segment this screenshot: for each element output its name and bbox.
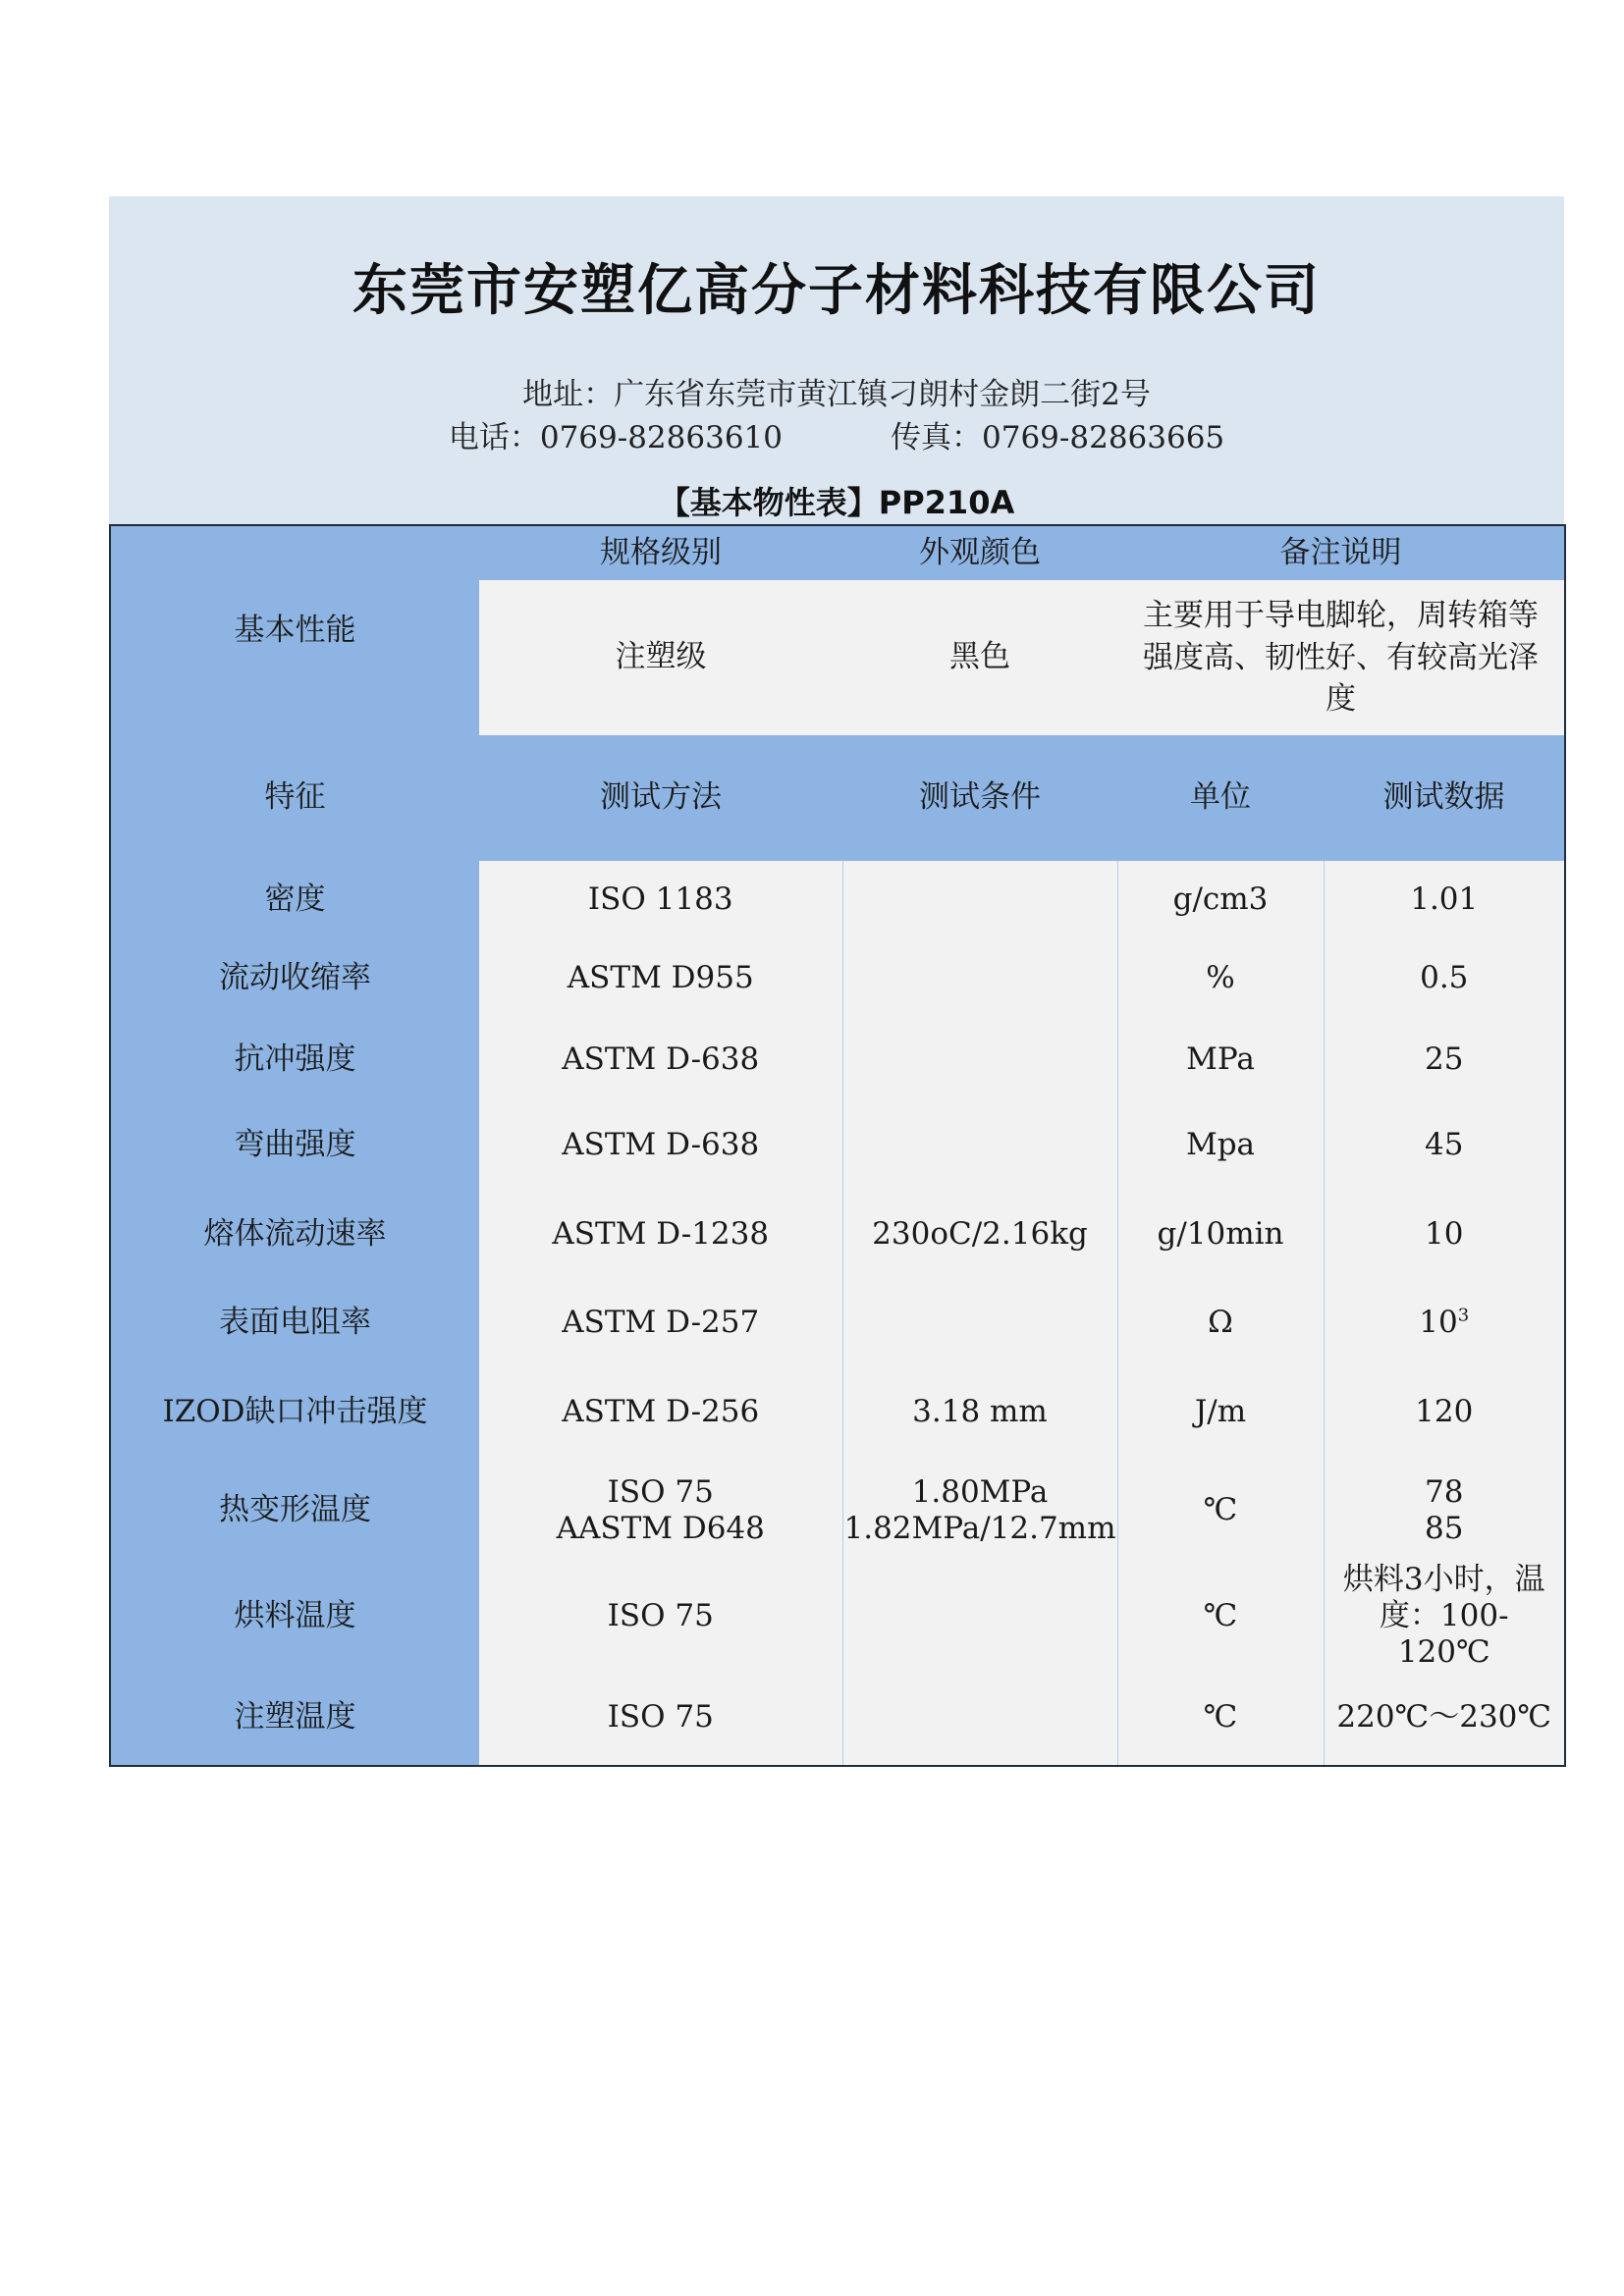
property-name: 流动收缩率 <box>110 939 479 1018</box>
property-condition <box>842 939 1117 1018</box>
property-value: 烘料3小时，温度：100-120℃ <box>1324 1562 1565 1672</box>
property-unit: MPa <box>1117 1018 1324 1102</box>
condition-line-1: 1.80MPa <box>911 1473 1049 1510</box>
header-unit: 单位 <box>1190 779 1251 816</box>
property-method: ASTM D-638 <box>479 1018 842 1102</box>
property-unit: ℃ <box>1117 1460 1324 1562</box>
table-row <box>110 1562 1565 1672</box>
value-line-2: 85 <box>1425 1511 1464 1546</box>
property-condition <box>842 1562 1117 1672</box>
fax-number: 传真：0769-82863665 <box>891 420 1225 455</box>
condition-line-2: 1.82MPa/12.7mm <box>843 1511 1116 1546</box>
property-name: 烘料温度 <box>110 1562 479 1672</box>
property-unit: Mpa <box>1117 1102 1324 1189</box>
property-name: 熔体流动速率 <box>110 1189 479 1281</box>
property-unit: % <box>1117 939 1324 1018</box>
property-value: 120 <box>1324 1365 1565 1460</box>
property-condition <box>842 861 1117 939</box>
table-row <box>110 861 1565 939</box>
property-unit: g/10min <box>1117 1189 1324 1281</box>
table-row <box>110 1018 1565 1102</box>
property-name: 热变形温度 <box>110 1460 479 1562</box>
property-condition <box>842 1672 1117 1766</box>
property-value <box>1324 1281 1565 1365</box>
header-data: 测试数据 <box>1382 779 1505 816</box>
datasheet-title: 【基本物性表】PP210A <box>658 484 1015 521</box>
property-unit: ℃ <box>1117 1672 1324 1766</box>
table-row <box>110 1102 1565 1189</box>
property-value: 25 <box>1324 1018 1565 1102</box>
property-method: ASTM D-638 <box>479 1102 842 1189</box>
property-unit: g/cm3 <box>1117 861 1324 939</box>
table-row <box>110 1189 1565 1281</box>
value-line-1: 78 <box>1425 1473 1464 1510</box>
property-method: ISO 75 <box>479 1562 842 1672</box>
property-method: ASTM D955 <box>479 939 842 1018</box>
property-name: 弯曲强度 <box>110 1102 479 1189</box>
note-value: 主要用于导电脚轮，周转箱等强度高、韧性好、有较高光泽度 <box>1117 580 1565 735</box>
property-value <box>1324 1460 1565 1562</box>
header-condition: 测试条件 <box>919 779 1041 816</box>
property-condition <box>842 1281 1117 1365</box>
basic-header-row <box>110 525 1565 580</box>
table-row <box>110 939 1565 1018</box>
property-value: 45 <box>1324 1102 1565 1189</box>
property-method <box>479 1460 842 1562</box>
resistivity-base: 10 <box>1419 1305 1458 1341</box>
property-method: ASTM D-1238 <box>479 1189 842 1281</box>
header-method: 测试方法 <box>600 779 722 816</box>
table-row <box>110 1281 1565 1365</box>
property-unit: ℃ <box>1117 1562 1324 1672</box>
property-method: ISO 1183 <box>479 861 842 939</box>
property-unit: Ω <box>1117 1281 1324 1365</box>
company-address: 地址：广东省东莞市黄江镇刁朗村金朗二街2号 <box>522 377 1151 412</box>
property-name: 密度 <box>110 861 479 939</box>
table-row <box>110 1672 1565 1766</box>
property-name: 表面电阻率 <box>110 1281 479 1365</box>
basic-row-label: 基本性能 <box>110 525 479 735</box>
property-value: 1.01 <box>1324 861 1565 939</box>
grade-value: 注塑级 <box>479 580 842 735</box>
table-row <box>110 1460 1565 1562</box>
col-header-note: 备注说明 <box>1117 525 1565 580</box>
property-name: IZOD缺口冲击强度 <box>110 1365 479 1460</box>
col-header-grade: 规格级别 <box>479 525 842 580</box>
phone-number: 电话：0769-82863610 <box>448 420 783 455</box>
property-method: ISO 75 <box>479 1672 842 1766</box>
property-condition <box>842 1102 1117 1189</box>
property-condition <box>842 1018 1117 1102</box>
col-header-color: 外观颜色 <box>842 525 1117 580</box>
method-line-2: AASTM D648 <box>556 1511 765 1546</box>
property-value: 220℃～230℃ <box>1324 1672 1565 1766</box>
header-band <box>109 196 1564 524</box>
properties-table <box>109 524 1566 1767</box>
property-name: 抗冲强度 <box>110 1018 479 1102</box>
properties-header-row <box>110 735 1565 861</box>
method-line-1: ISO 75 <box>607 1473 714 1510</box>
color-value: 黑色 <box>842 580 1117 735</box>
datasheet <box>109 196 1564 1767</box>
contact-line <box>109 412 1564 456</box>
property-name: 注塑温度 <box>110 1672 479 1766</box>
property-method: ASTM D-256 <box>479 1365 842 1460</box>
table-row <box>110 1365 1565 1460</box>
property-method: ASTM D-257 <box>479 1281 842 1365</box>
property-unit: J/m <box>1117 1365 1324 1460</box>
property-condition: 3.18 mm <box>842 1365 1117 1460</box>
property-condition <box>842 1460 1117 1562</box>
header-feature: 特征 <box>264 779 326 816</box>
resistivity-exponent: 3 <box>1457 1306 1470 1327</box>
property-value: 0.5 <box>1324 939 1565 1018</box>
property-condition: 230oC/2.16kg <box>842 1189 1117 1281</box>
property-value: 10 <box>1324 1189 1565 1281</box>
company-name: 东莞市安塑亿高分子材料科技有限公司 <box>352 259 1321 323</box>
